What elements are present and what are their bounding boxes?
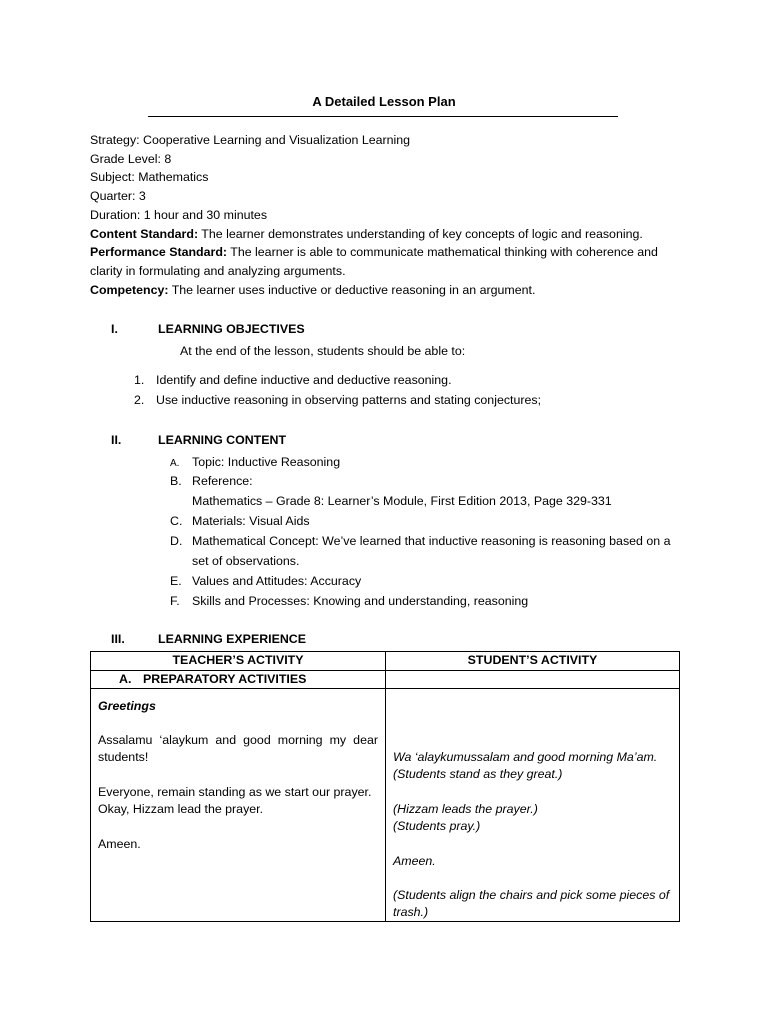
teacher-greeting: Assalamu ‘alaykum and good morning my dear students! <box>98 733 378 764</box>
table-row <box>91 689 680 922</box>
activity-table <box>90 651 680 922</box>
list-text: Topic: Inductive Reasoning <box>192 455 341 469</box>
student-activity-cell <box>386 689 680 922</box>
list-text: Reference: <box>192 474 253 488</box>
section-heading-experience <box>111 630 306 649</box>
meta-quarter: Quarter: 3 <box>90 189 146 204</box>
prep-number: A. <box>119 672 132 686</box>
section-heading-objectives <box>111 320 305 339</box>
teacher-prayer-1: Everyone, remain standing as we start our prayer. <box>98 785 372 799</box>
list-item <box>170 532 670 551</box>
section-number: I. <box>111 322 118 336</box>
list-item-cont: set of observations. <box>192 554 300 568</box>
page-title: A Detailed Lesson Plan <box>312 94 456 109</box>
list-item <box>134 391 541 410</box>
lesson-meta <box>90 131 690 299</box>
content-standard-text: The learner demonstrates understanding of key concepts of logic and reasoning. <box>198 226 643 241</box>
list-text: Values and Attitudes: Accuracy <box>192 574 362 588</box>
section-title: LEARNING OBJECTIVES <box>158 322 305 336</box>
list-number: 2. <box>134 393 145 407</box>
list-letter: D. <box>170 534 183 548</box>
section-number: II. <box>111 433 122 447</box>
list-text: Identify and define inductive and deductive reasoning. <box>156 373 452 387</box>
student-greeting-1: Wa ‘alaykumussalam and good morning Ma’am. <box>393 750 658 764</box>
student-prayer-1: (Hizzam leads the prayer.) <box>393 802 538 816</box>
competency-text: The learner uses inductive or deductive reasoning in an argument. <box>168 282 536 297</box>
list-item <box>170 592 528 611</box>
preparatory-heading <box>91 671 386 689</box>
performance-standard-text: The learner is able to communicate mathematical thinking with coherence and <box>227 245 658 260</box>
list-letter: C. <box>170 514 183 528</box>
list-letter: F. <box>170 594 180 608</box>
table-row <box>91 671 680 689</box>
prep-label: PREPARATORY ACTIVITIES <box>143 672 307 686</box>
list-text: Skills and Processes: Knowing and understanding, reasoning <box>192 594 529 608</box>
col-header-student: STUDENT’S ACTIVITY <box>386 652 680 671</box>
list-item <box>170 572 361 591</box>
section-heading-content <box>111 431 286 450</box>
objectives-intro: At the end of the lesson, students should be able to: <box>180 344 466 358</box>
meta-grade: Grade Level: 8 <box>90 151 172 166</box>
section-number: III. <box>111 632 125 646</box>
meta-content-standard <box>90 225 690 244</box>
meta-competency <box>90 281 690 300</box>
col-header-teacher: TEACHER’S ACTIVITY <box>91 652 386 671</box>
list-item <box>134 371 452 390</box>
section-title: LEARNING EXPERIENCE <box>158 632 307 646</box>
list-item <box>170 472 253 491</box>
student-chairs: (Students align the chairs and pick some pieces of trash.) <box>393 888 670 919</box>
list-text: Materials: Visual Aids <box>192 514 310 528</box>
greetings-heading: Greetings <box>98 699 156 713</box>
student-prayer-2: (Students pray.) <box>393 819 481 833</box>
teacher-ameen: Ameen. <box>98 837 141 851</box>
meta-performance-standard <box>90 243 690 262</box>
list-item-cont: Mathematics – Grade 8: Learner’s Module, First Edition 2013, Page 329-331 <box>192 494 612 508</box>
list-item <box>170 453 340 474</box>
list-letter: E. <box>170 574 182 588</box>
table-header-row <box>91 652 680 671</box>
list-item <box>170 512 310 531</box>
list-letter: A. <box>170 458 180 469</box>
meta-strategy: Strategy: Cooperative Learning and Visualization Learning <box>90 133 411 147</box>
list-number: 1. <box>134 373 145 387</box>
meta-duration: Duration: 1 hour and 30 minutes <box>90 207 268 222</box>
student-greeting-2: (Students stand as they great.) <box>393 767 563 781</box>
title-underline <box>148 116 618 117</box>
list-letter: B. <box>170 474 182 488</box>
content-standard-label: Content Standard: <box>90 226 199 241</box>
performance-standard-label: Performance Standard: <box>90 245 228 260</box>
empty-cell <box>386 671 680 689</box>
meta-subject: Subject: Mathematics <box>90 170 209 185</box>
list-text: Mathematical Concept: We’ve learned that inductive reasoning is reasoning based on a <box>192 534 671 548</box>
competency-label: Competency: <box>90 282 169 297</box>
section-title: LEARNING CONTENT <box>158 433 287 447</box>
list-text: Use inductive reasoning in observing patterns and stating conjectures; <box>156 393 542 407</box>
teacher-prayer-2: Okay, Hizzam lead the prayer. <box>98 802 264 816</box>
teacher-activity-cell <box>91 689 386 922</box>
performance-standard-cont: clarity in formulating and analyzing arguments. <box>90 263 346 278</box>
student-ameen: Ameen. <box>393 854 436 868</box>
